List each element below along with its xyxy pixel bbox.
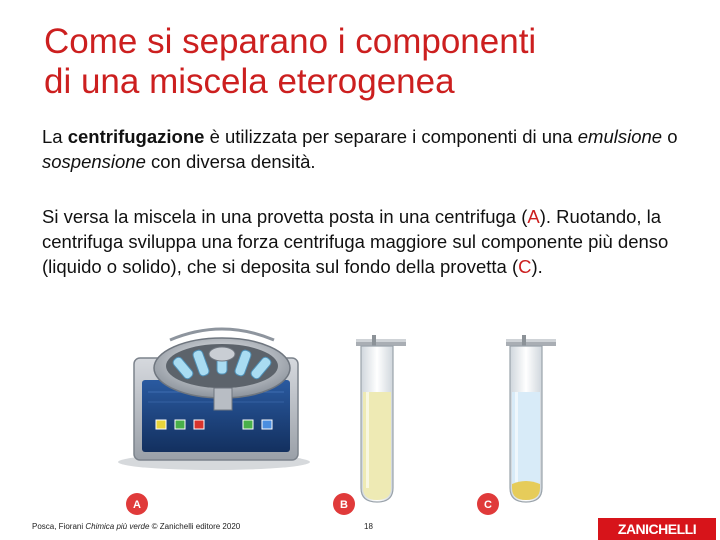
title-line-1: Come si separano i componenti: [44, 22, 537, 61]
p2-text-1: Si versa la miscela in una provetta posta in una centrifuga (: [42, 206, 528, 227]
test-tube-c: [506, 335, 556, 502]
title-line-2: di una miscela eterogenea: [44, 62, 455, 101]
badge-c: [477, 493, 499, 515]
badge-c-label: C: [484, 499, 492, 511]
test-tube-b: [356, 335, 406, 502]
p1-text-2: è utilizzata per separare i componenti di una: [204, 126, 578, 147]
p1-italic-emulsione: emulsione: [577, 126, 663, 147]
page-number: 18: [364, 522, 373, 531]
p2-text-2: ). Ruotando, la centrifuga sviluppa una forza centrifuga maggiore sul componente più denso (liquido o solido), che si deposita sul fondo della provetta (: [42, 206, 669, 277]
centrifuge-illustration: [118, 329, 310, 470]
badge-b-label: B: [340, 499, 348, 511]
footer-book-title: Chimica più verde: [85, 522, 150, 531]
publisher-logo: ZANICHELLI: [598, 518, 716, 540]
badge-b: [333, 493, 355, 515]
footer-publisher: © Zanichelli editore 2020: [149, 522, 241, 531]
p1-text-4: con diversa densità.: [145, 151, 316, 172]
p2-text-3: ).: [531, 256, 543, 277]
badge-a-label: A: [133, 499, 141, 511]
p1-text-1: La: [42, 126, 68, 147]
p1-text-3: o: [662, 126, 678, 147]
p2-ref-c: C: [518, 256, 532, 277]
p1-italic-sospensione: sospensione: [42, 151, 146, 172]
p2-ref-a: A: [527, 206, 540, 227]
badge-a: [126, 493, 148, 515]
p1-bold-term: centrifugazione: [67, 126, 205, 147]
footer-authors: Posca, Fiorani: [32, 522, 86, 531]
footer-credit: [32, 522, 240, 531]
